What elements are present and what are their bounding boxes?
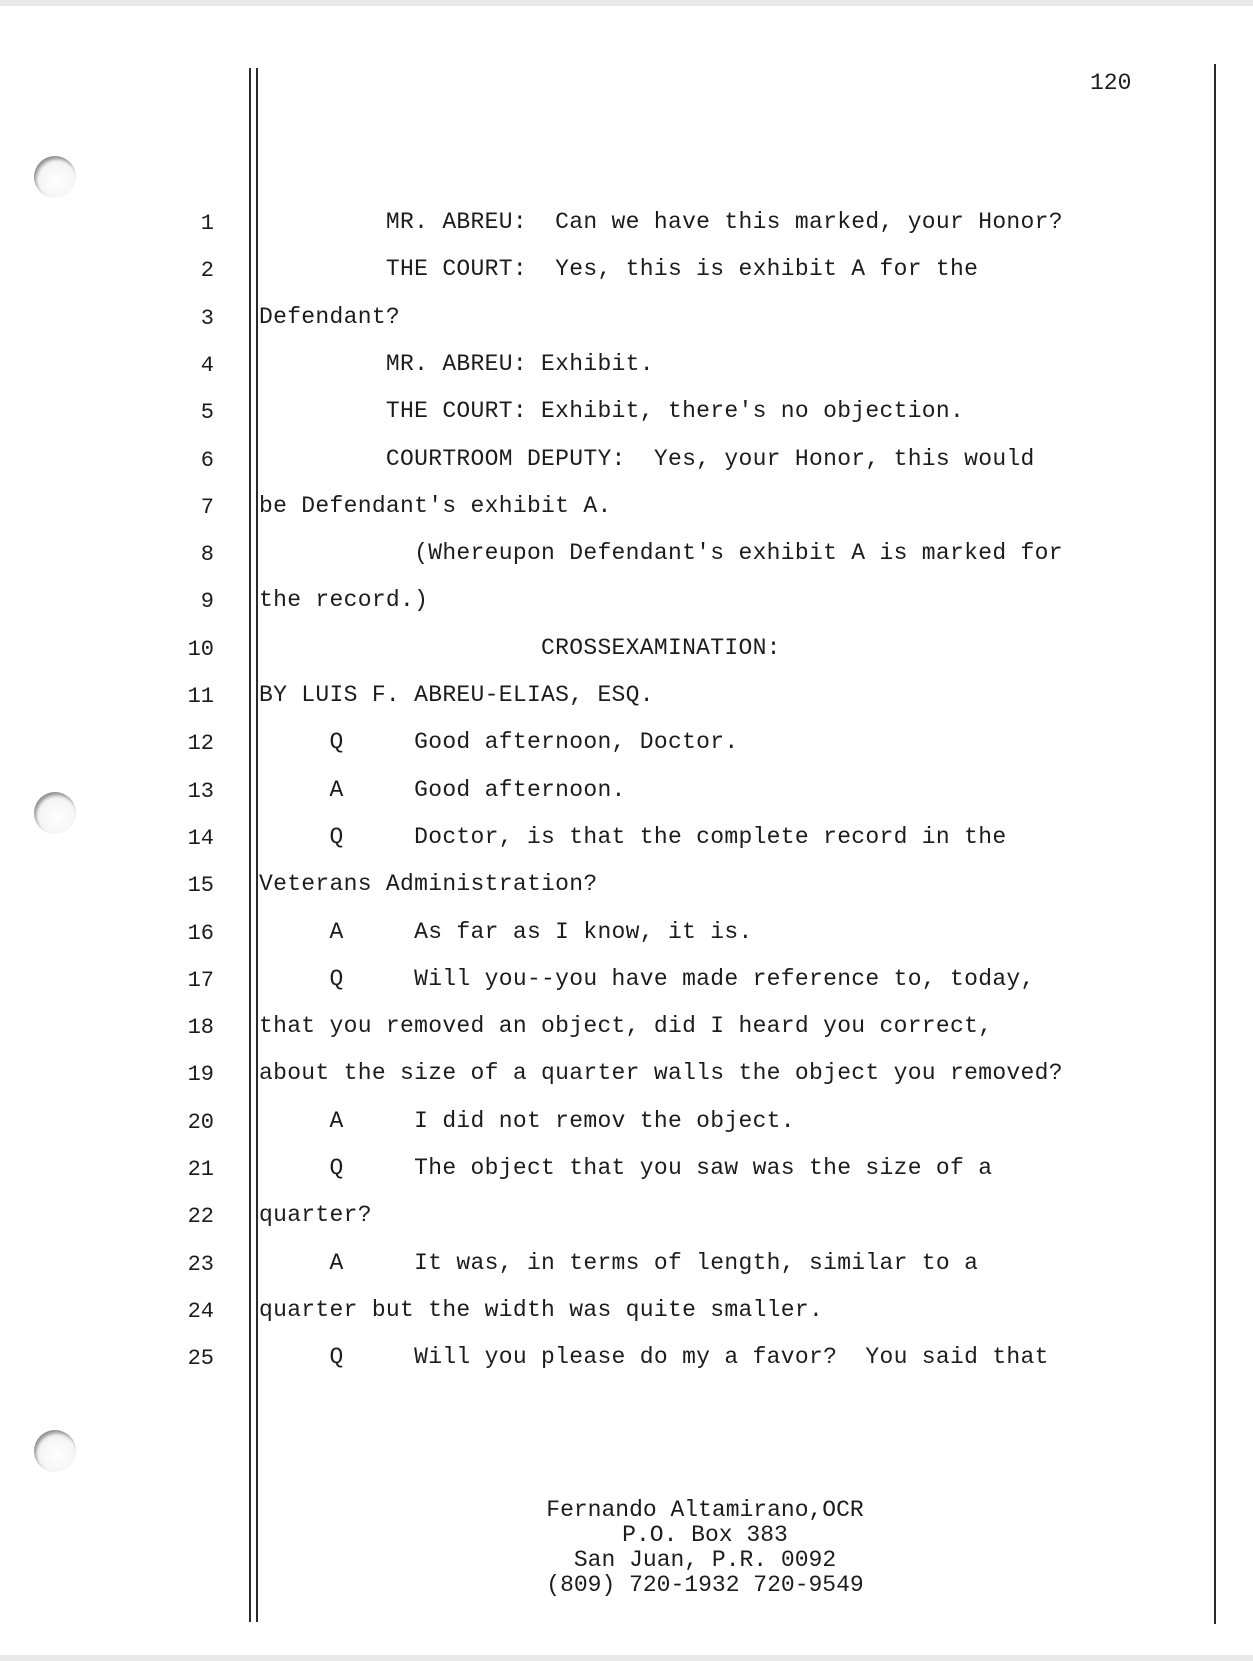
transcript-page: [0, 6, 1253, 1655]
reporter-city: San Juan, P.R. 0092: [573, 1547, 837, 1573]
reporter-footer: [440, 1498, 970, 1598]
line-number: 23: [187, 1252, 214, 1277]
line-number: 13: [187, 779, 214, 804]
transcript-line: (Whereupon Defendant's exhibit A is marked for: [259, 540, 1063, 566]
transcript-line: quarter?: [259, 1202, 372, 1228]
line-number: 17: [187, 968, 214, 993]
line-number: 3: [200, 306, 214, 331]
transcript-line: Q Will you please do my a favor? You said that: [259, 1344, 1049, 1370]
line-number: 22: [187, 1204, 214, 1229]
transcript-line: Q Doctor, is that the complete record in the: [259, 824, 1007, 850]
line-number: 11: [187, 684, 214, 709]
reporter-name: Fernando Altamirano,OCR: [546, 1497, 864, 1523]
transcript-line: Q Will you--you have made reference to, today,: [259, 966, 1035, 992]
line-number: 15: [187, 873, 214, 898]
line-number: 1: [200, 211, 214, 236]
transcript-line: quarter but the width was quite smaller.: [259, 1297, 824, 1323]
line-number: 19: [187, 1062, 214, 1087]
transcript-line: THE COURT: Exhibit, there's no objection.: [259, 398, 965, 424]
line-number: 16: [187, 921, 214, 946]
line-number: 2: [200, 258, 214, 283]
transcript-line: Q The object that you saw was the size of a: [259, 1155, 993, 1181]
line-number: 24: [187, 1299, 214, 1324]
transcript-line: be Defendant's exhibit A.: [259, 493, 612, 519]
punch-hole: [34, 792, 76, 834]
transcript-line: that you removed an object, did I heard you correct,: [259, 1013, 993, 1039]
transcript-line: MR. ABREU: Can we have this marked, your Honor?: [259, 209, 1063, 235]
line-number: 8: [200, 542, 214, 567]
line-number: 10: [187, 637, 214, 662]
transcript-line: A As far as I know, it is.: [259, 919, 753, 945]
margin-rule-right: [1214, 64, 1216, 1624]
punch-hole: [34, 156, 76, 198]
line-number: 9: [200, 589, 214, 614]
transcript-line: about the size of a quarter walls the object you removed?: [259, 1060, 1063, 1086]
transcript-line: A I did not remov the object.: [259, 1108, 795, 1134]
line-number: 21: [187, 1157, 214, 1182]
transcript-line: the record.): [259, 587, 429, 613]
margin-rule-left-inner: [256, 68, 258, 1622]
line-number: 18: [187, 1015, 214, 1040]
reporter-phones: (809) 720-1932 720-9549: [546, 1572, 864, 1598]
line-number: 6: [200, 448, 214, 473]
transcript-line: A Good afternoon.: [259, 777, 626, 803]
transcript-line: Veterans Administration?: [259, 871, 598, 897]
transcript-line: MR. ABREU: Exhibit.: [259, 351, 654, 377]
transcript-line: COURTROOM DEPUTY: Yes, your Honor, this would: [259, 446, 1035, 472]
transcript-line: CROSSEXAMINATION:: [259, 635, 781, 661]
reporter-box: P.O. Box 383: [622, 1522, 788, 1548]
line-number: 14: [187, 826, 214, 851]
transcript-line: THE COURT: Yes, this is exhibit A for the: [259, 256, 979, 282]
line-number: 4: [200, 353, 214, 378]
transcript-line: Defendant?: [259, 304, 401, 330]
page-number: 120: [1090, 70, 1132, 96]
transcript-line: Q Good afternoon, Doctor.: [259, 729, 739, 755]
transcript-line: A It was, in terms of length, similar to a: [259, 1250, 979, 1276]
line-number: 12: [187, 731, 214, 756]
line-number: 7: [200, 495, 214, 520]
line-number: 20: [187, 1110, 214, 1135]
line-number: 5: [200, 400, 214, 425]
margin-rule-left: [249, 68, 251, 1622]
line-number: 25: [187, 1346, 214, 1371]
punch-hole: [34, 1430, 76, 1472]
transcript-line: BY LUIS F. ABREU-ELIAS, ESQ.: [259, 682, 654, 708]
